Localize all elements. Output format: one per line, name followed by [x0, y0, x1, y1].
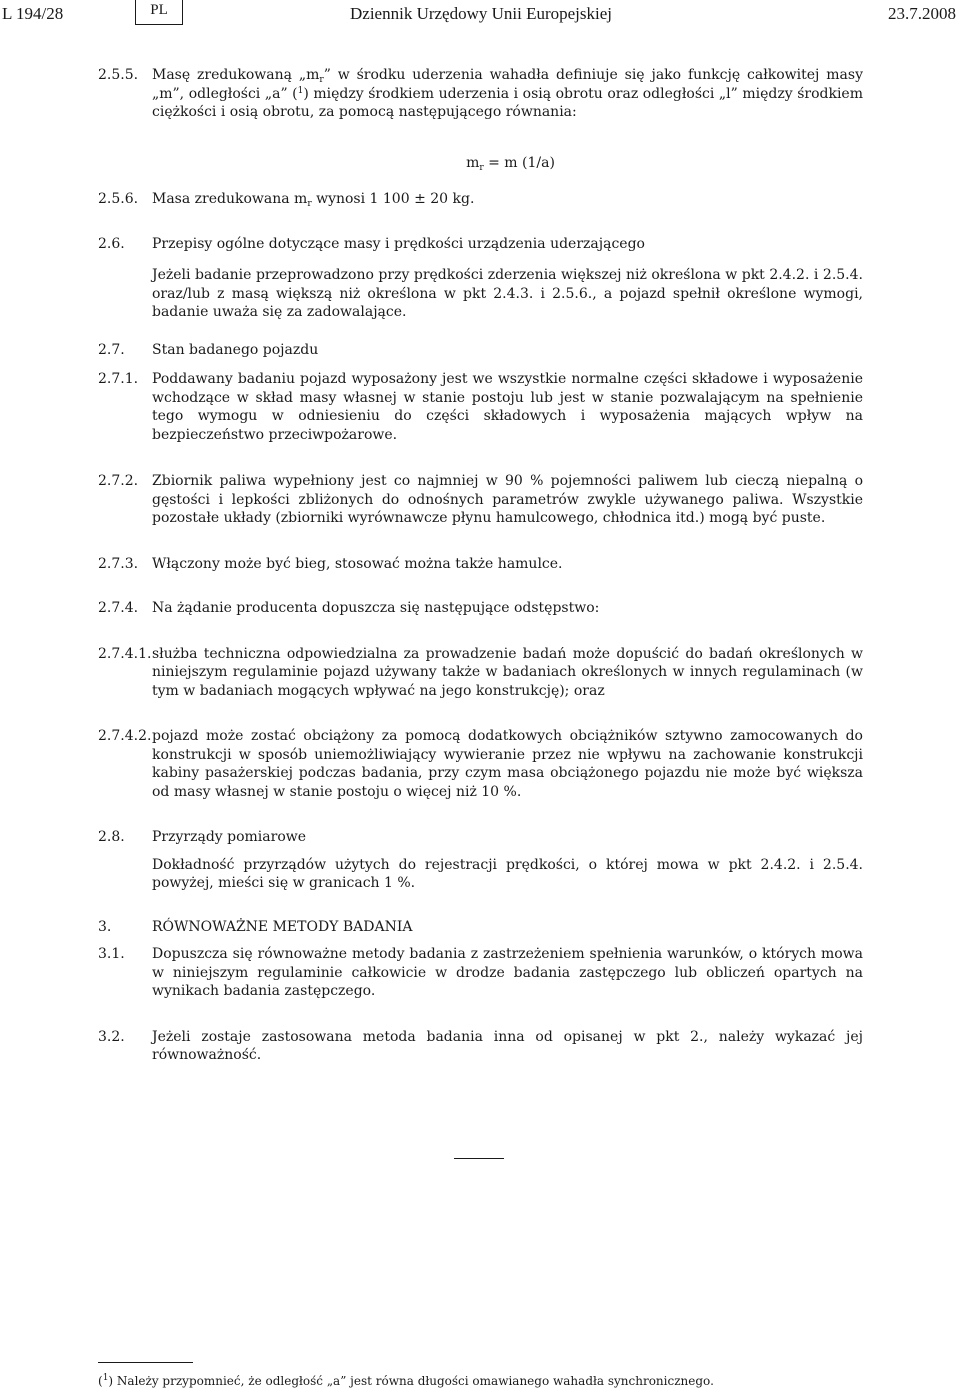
language-badge: PL — [135, 0, 183, 25]
section-2-5-6 — [98, 190, 863, 209]
section-text: Na żądanie producenta dopuszcza się następujące odstępstwo: — [152, 600, 600, 616]
section-2-8-body: Dokładność przyrządów użytych do rejestracji prędkości, o której mowa w pkt 2.4.2. i 2.5.4. powyżej, mieści się w granicach 1 %. — [152, 856, 863, 891]
section-2-7 — [98, 341, 863, 360]
journal-title: Dziennik Urzędowy Unii Europejskiej — [350, 4, 613, 23]
section-2-5-5 — [98, 66, 863, 122]
section-number: 2.7.4. — [98, 600, 139, 616]
footnote: ($^1$) Należy przypomnieć, że odległość „a” jest równa długości omawianego wahadła synchronicznego. — [98, 1373, 714, 1388]
section-2-8 — [98, 828, 863, 847]
section-number: 2.6. — [98, 235, 125, 252]
section-number: 3. — [98, 918, 112, 935]
section-number: 2.5.5. — [98, 67, 139, 83]
section-number: 2.7.3. — [98, 555, 139, 572]
footnote-ref[interactable]: 1 — [297, 85, 304, 96]
section-text: Jeżeli zostaje zastosowana metoda badania inna od opisanej w pkt 2., należy wykazać jej równoważność. — [152, 1028, 863, 1063]
section-number: 2.7.1. — [98, 371, 139, 387]
section-text: Włączony może być bieg, stosować można także hamulce. — [152, 555, 563, 572]
section-title: Przyrządy pomiarowe — [152, 829, 307, 845]
section-3 — [98, 918, 863, 937]
footnote-mark: 1 — [102, 1373, 109, 1383]
publication-date: 23.7.2008 — [888, 4, 956, 23]
section-number: 2.7.2. — [98, 473, 139, 489]
section-number: 2.5.6. — [98, 191, 139, 207]
section-text: pojazd może zostać obciążony za pomocą dodatkowych obciążników sztywno zamocowanych do konstrukcji w sposób uniemożliwiający wywieranie przez nie wpływu na zachowanie konstrukcji kabiny pasażerskiej podczas badania, przy czym masa obciążonego pojazdu nie może być większa od masy własnej w stanie postoju o więcej niż 10 %. — [152, 728, 863, 800]
footnote-rule — [98, 1362, 193, 1363]
section-2-7-4-2 — [98, 727, 863, 801]
section-2-7-1 — [98, 370, 863, 444]
page-header — [0, 0, 960, 32]
section-3-2 — [98, 1028, 863, 1065]
section-2-7-3 — [98, 555, 863, 574]
section-text: Masa zredukowana $m_r$ wynosi 1 100 ± 20 kg. — [152, 191, 475, 209]
section-text: Dopuszcza się równoważne metody badania z zastrzeżeniem spełnienia warunków, o których mowa w niniejszym regulaminie całkowicie w drodze badania zastępczego lub obliczeń opartych na wynikach badania zastępczego. — [152, 946, 863, 999]
page-number: L 194/28 — [2, 4, 64, 23]
section-text: służba techniczna odpowiedzialna za prowadzenie badań może dopuścić do badań określonych w niniejszym regulaminie pojazd używany także w badaniach określonych w innych regulaminach (w tym w badaniach mogących wpływać na jego konstrukcję); oraz — [152, 645, 863, 699]
section-number: 2.7.4.2. — [98, 728, 152, 744]
section-number: 3.1. — [98, 946, 125, 962]
equation: $m_r = m$ (1/a) — [466, 154, 555, 173]
section-text: Masę zredukowaną $„m_r$” w środku uderzenia wahadła definiuje się jako funkcję całkowitej masy „m”, odległości „a” ($^1$) między środkiem uderzenia i osią obrotu oraz odległości „l” między środkiem ciężkości i osią obrotu, za pomocą następującego równania: — [152, 67, 863, 120]
end-separator — [454, 1158, 504, 1159]
section-number: 2.7.4.1. — [98, 645, 152, 662]
section-2-7-4-1 — [98, 645, 863, 701]
section-title: Stan badanego pojazdu — [152, 341, 319, 358]
section-2-7-2 — [98, 472, 863, 528]
section-number: 2.8. — [98, 829, 125, 845]
section-number: 3.2. — [98, 1028, 125, 1045]
section-text: Zbiornik paliwa wypełniony jest co najmniej w 90 % pojemności paliwem lub cieczą niepalną o gęstości i lepkości zbliżonych do odnośnych parametrów zwykle używanego paliwa. Wszystkie pozostałe układy (zbiorniki wyrównawcze płynu hamulcowego, chłodnica itd.) mogą być puste. — [152, 473, 863, 526]
section-title: Przepisy ogólne dotyczące masy i prędkości urządzenia uderzającego — [152, 235, 645, 252]
document-body — [98, 66, 863, 1065]
section-3-1 — [98, 945, 863, 1001]
section-number: 2.7. — [98, 341, 125, 358]
section-title: RÓWNOWAŻNE METODY BADANIA — [152, 918, 413, 935]
section-2-7-4 — [98, 599, 863, 618]
section-text: Poddawany badaniu pojazd wyposażony jest we wszystkie normalne części składowe i wyposażenie wchodzące w skład masy własnej w stanie postoju lub jest w stanie pozwalającym na spełnienie tego wymogu w odniesieniu do części składowych i wyposażenia mających wpływ na bezpieczeństwo przeciwpożarowe. — [152, 371, 863, 443]
footnote-text: Należy przypomnieć, że odległość „a” jest równa długości omawianego wahadła synchronicznego. — [116, 1374, 714, 1388]
section-2-6-body: Jeżeli badanie przeprowadzono przy prędkości zderzenia większej niż określona w pkt 2.4.2. i 2.5.4. oraz/lub z masą większą niż określona w pkt 2.4.3. i 2.5.6., a pojazd spełnił określone wymogi, badanie uważa się za zadowalające. — [152, 267, 863, 320]
section-2-6 — [98, 235, 863, 254]
